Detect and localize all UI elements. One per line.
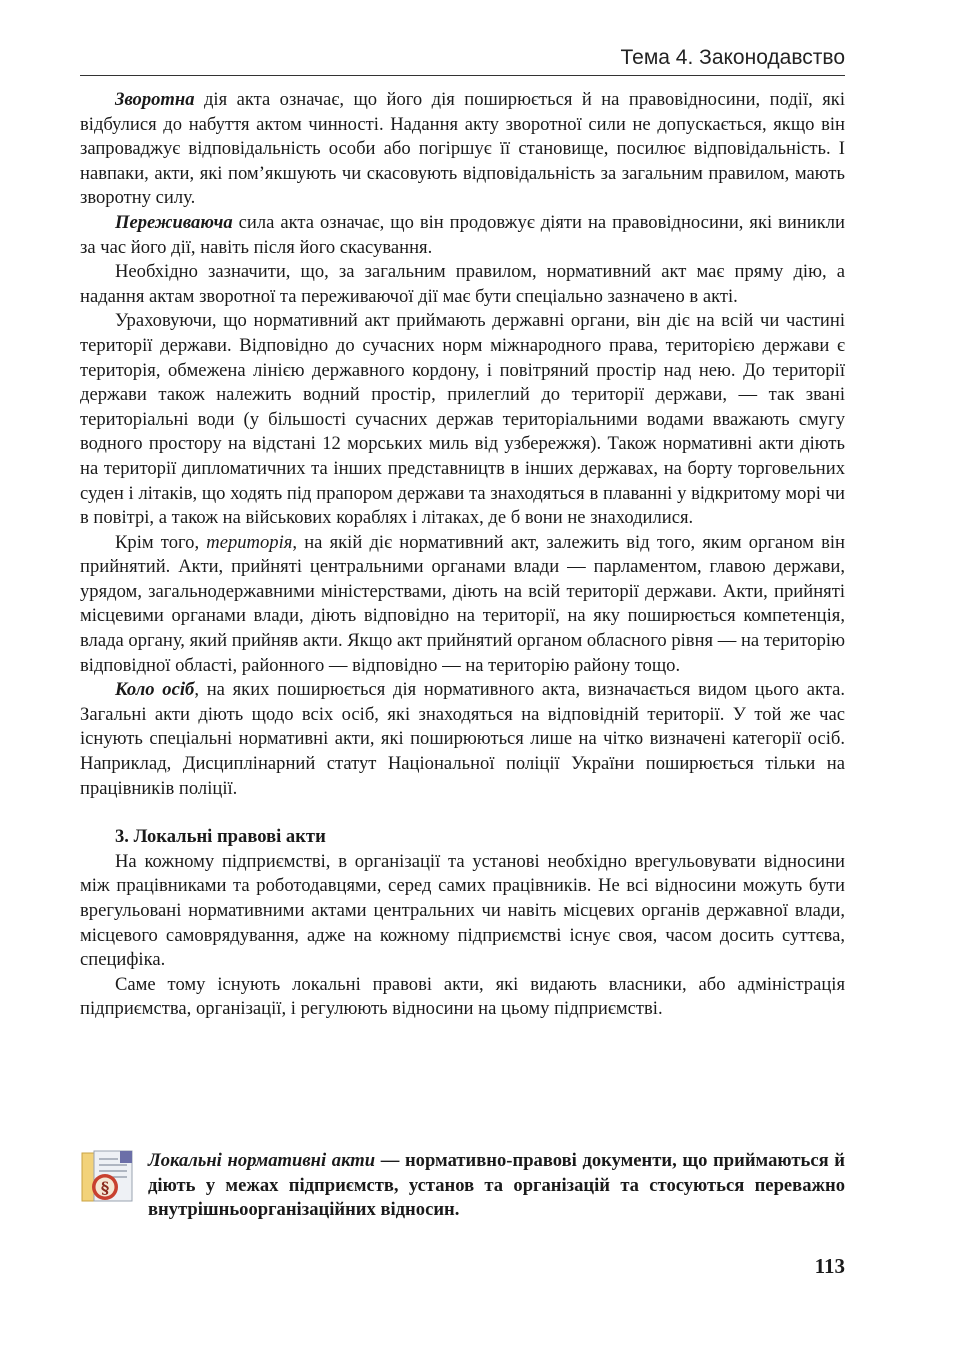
paragraph-text: Необхідно зазначити, що, за загальним правилом, нормативний акт має пряму дію, а надання актам зворотної та переживаючої дії має бути спеціально зазначено в акті. — [80, 261, 845, 307]
paragraph-text: сила акта означає, що він продовжує діяти на правовідносини, які виникли за час його дії, навіть після його скасування. — [80, 211, 845, 258]
paragraph-text: Ураховуючи, що нормативний акт приймають державні органи, він діє на всій чи частині території держави. Відповідно до сучасних норм міжнародного права, територією держави є територія, обмежена лінією державного кордону, і повітряний простір над нею. До території держави також належить водний простір, прилеглий до території держави, — так звані територіальні води (у більшості сучасних держав територіальними водами вважають смугу водного простору на відстані 12 морських миль від узбережжя). Також нормативні акти діють на території дипломатичних та інших представництв в інших державах, на борту торговельних суден і літаків, що ходять під прапором держави та знаходяться в плаванні у відкритому морі чи в повітрі, а також на військових кораблях і літаках, де б вони не знаходилися. — [80, 310, 845, 529]
paragraph-retroactive — [80, 88, 845, 211]
chapter-title: Тема 4. Законодавство — [620, 46, 845, 69]
paragraph-text: Саме тому існують локальні правові акти, які видають власники, або адміністрація підприємства, організації, і регулюють відносини на цьому підприємстві. — [80, 973, 845, 1020]
term-territory: територія — [206, 531, 293, 553]
paragraph-territory-organ — [80, 531, 845, 679]
paragraph-direct-action — [80, 260, 845, 309]
page-header — [80, 44, 845, 76]
paragraph-persons — [80, 678, 845, 801]
page-number: 113 — [814, 1254, 845, 1278]
definition-body: — нормативно-правові документи, що приймаються й діють у межах підприємств, установ та організацій та стосуються переважно внутрішньоорганізаційних відносин. — [148, 1150, 845, 1221]
paragraph-text: дія акта означає, що його дія поширюється й на правовідносини, події, які відбулися до набуття актом чинності. Надання акту зворотної сили не допускається, якщо він запроваджує відповідальність особи або погіршує її становище, посилює відповідальність. І навпаки, акти, які пом’якшують чи скасовують відповідальність за загальним правилом, мають зворотну силу. — [80, 89, 845, 209]
term-persons: Коло осіб — [115, 679, 195, 701]
paragraph-text: , на яких поширюється дія нормативного акта, визначається видом цього акта. Загальні акти діють щодо всіх осіб, які знаходяться на відповідній території. У той же час існують спеціальні нормативні акти, які поширюються лише на чітко визначені категорії осіб. Наприклад, Дисциплінарний статут Національної поліції України поширюється тільки на працівників поліції. — [80, 679, 846, 799]
paragraph-territory-state — [80, 309, 845, 530]
paragraph-text: На кожному підприємстві, в організації та установі необхідно врегульовувати відносини між працівниками та роботодавцями, серед самих працівників. Не всі відносини можуть бути врегульовані нормативними актами центральних чи навіть місцевих органів державної влади, місцевого самоврядування, адже на кожному підприємстві існує своя, часом досить суттєва, специфіка. — [80, 850, 845, 971]
definition-box — [80, 1149, 845, 1223]
svg-text:§: § — [100, 1178, 110, 1197]
paragraph-local-acts — [80, 973, 845, 1022]
law-document-icon — [80, 1149, 136, 1207]
definition-text — [148, 1149, 845, 1223]
paragraph-surviving — [80, 211, 845, 260]
paragraph-lead: Крім того, — [115, 531, 207, 553]
paragraph-local-need — [80, 850, 845, 973]
paragraph-text: , на якій діє нормативний акт, залежить від того, яким органом він прийнятий. Акти, прийняті центральними органами влади — парламентом, главою держави, урядом, загальнодержавними міністерствами, діють на всій території держави. Акти, прийняті місцевими органами влади, діють відповідно на території, на яку поширюється компетенція, влада органу, який прийняв акти. Якщо акт прийнятий органом обласного рівня — на територію відповідної області, районного — відповідно — на територію району тощо. — [80, 531, 846, 676]
definition-term: Локальні нормативні акти — [148, 1150, 376, 1171]
term-retroactive: Зворотна — [115, 89, 195, 110]
term-surviving: Переживаюча — [115, 211, 233, 233]
section-heading: 3. Локальні правові акти — [115, 826, 326, 848]
page-content — [80, 88, 845, 1022]
